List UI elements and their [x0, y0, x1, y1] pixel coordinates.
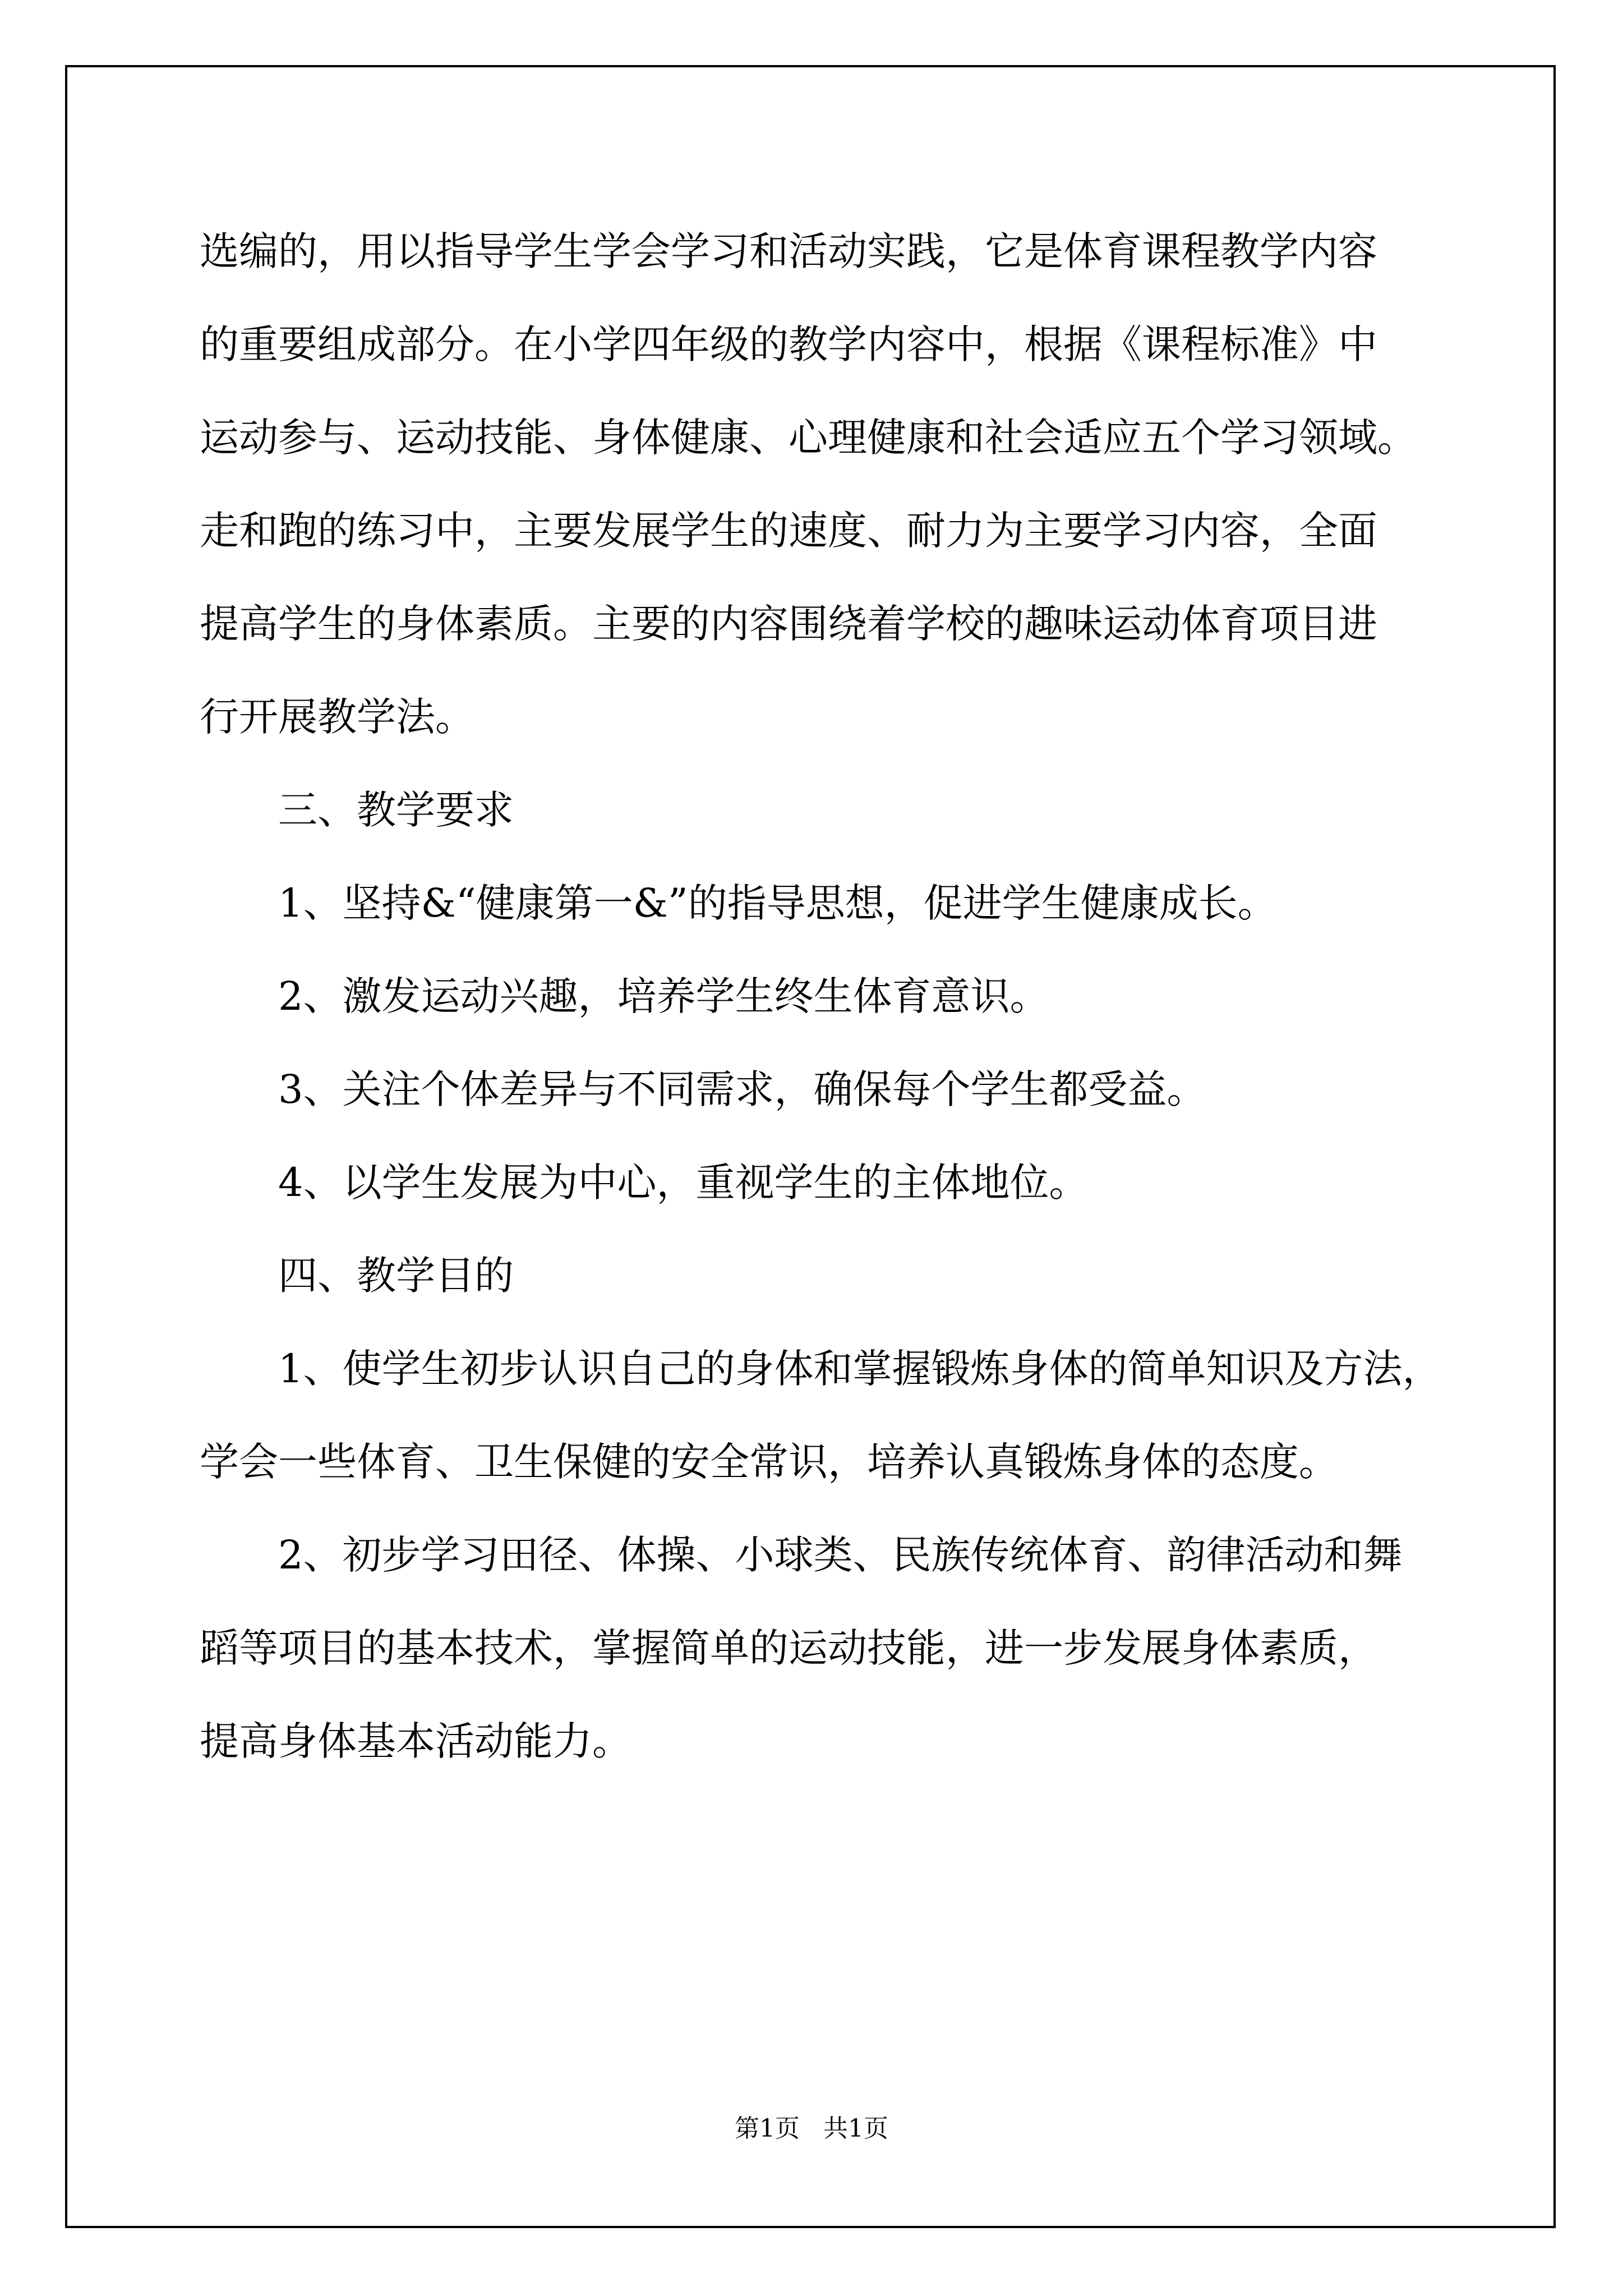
body-line-5: 提高学生的身体素质。主要的内容围绕着学校的趣味运动体育项目进 [200, 601, 1377, 647]
requirement-item-4: 4、以学生发展为中心，重视学生的主体地位。 [278, 1159, 1089, 1205]
body-line-2: 的重要组成部分。在小学四年级的教学内容中，根据《课程标准》中 [200, 321, 1377, 367]
objective-2-line-2: 蹈等项目的基本技术，掌握简单的运动技能，进一步发展身体素质， [200, 1625, 1377, 1671]
page-border [65, 65, 1556, 2228]
objective-2-line-1: 2、初步学习田径、体操、小球类、民族传统体育、韵律活动和舞 [278, 1532, 1403, 1578]
requirement-item-2: 2、激发运动兴趣，培养学生终生体育意识。 [278, 973, 1049, 1019]
body-line-4: 走和跑的练习中，主要发展学生的速度、耐力为主要学习内容，全面 [200, 508, 1377, 554]
body-line-1: 选编的，用以指导学生学会学习和活动实践，它是体育课程教学内容 [200, 228, 1377, 274]
page-number-footer: 第1页 共1页 [735, 2114, 888, 2143]
body-line-6: 行开展教学法。 [200, 694, 474, 740]
requirement-item-3: 3、关注个体差异与不同需求，确保每个学生都受益。 [278, 1066, 1206, 1112]
body-line-3: 运动参与、运动技能、身体健康、心理健康和社会适应五个学习领域。 [200, 415, 1417, 461]
objective-2-line-3: 提高身体基本活动能力。 [200, 1718, 631, 1764]
section-heading-objectives: 四、教学目的 [278, 1253, 514, 1299]
requirement-item-1: 1、坚持&“健康第一&”的指导思想，促进学生健康成长。 [278, 880, 1277, 926]
section-heading-requirements: 三、教学要求 [278, 787, 514, 833]
objective-1-line-1: 1、使学生初步认识自己的身体和掌握锻炼身体的简单知识及方法， [278, 1346, 1442, 1392]
objective-1-line-2: 学会一些体育、卫生保健的安全常识，培养认真锻炼身体的态度。 [200, 1439, 1338, 1485]
